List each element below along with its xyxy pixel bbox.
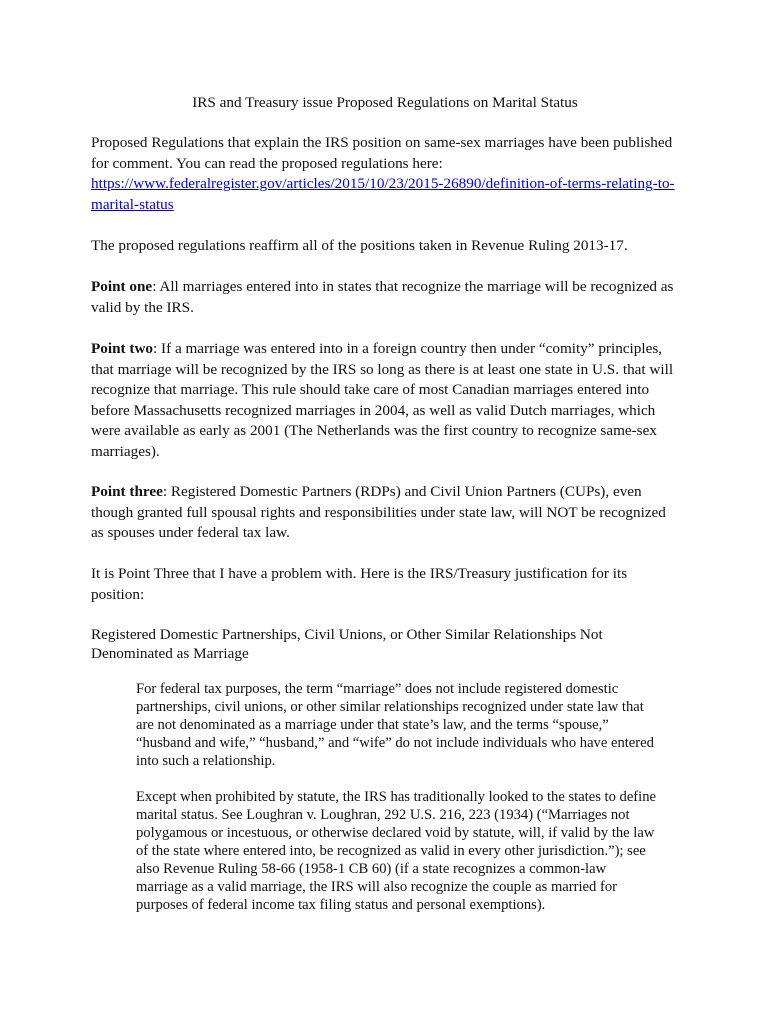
- point-one-paragraph: [91, 277, 691, 318]
- point-two-line: were available as early as 2001 (The Netherlands was the first country to recognize same-sex: [91, 422, 657, 440]
- intro-line: Proposed Regulations that explain the IRS position on same-sex marriages have been published: [91, 134, 673, 151]
- point-one-line: [91, 277, 691, 298]
- point-one-text: : All marriages entered into in states that recognize the marriage will be recognized as: [152, 278, 674, 295]
- point-two-paragraph: [91, 339, 691, 463]
- point-one-label: Point one: [91, 278, 153, 295]
- quote-line: marital status. See Loughran v. Loughran, 292 U.S. 216, 223 (1934) (“Marriages not: [136, 807, 630, 823]
- link-text: https://www.federalregister.gov/articles/2015/10/23/2015-26890/definition-of-terms-relating-to-: [91, 175, 675, 193]
- point-three-paragraph: [91, 482, 691, 544]
- quote-line: For federal tax purposes, the term “marriage” does not include registered domestic: [136, 681, 619, 697]
- quote-line: of the state where entered into, be recognized as valid in every other jurisdiction.”); see: [136, 843, 646, 859]
- point-three-line: as spouses under federal tax law.: [91, 524, 290, 542]
- quote-line: are not denominated as a marriage under that state’s law, and the terms “spouse,”: [136, 717, 609, 733]
- point-two-line: marriages).: [91, 442, 160, 460]
- link-text: marital-status: [91, 195, 174, 213]
- quote-line: marriage as a valid marriage, the IRS will also recognize the couple as married for: [136, 879, 617, 895]
- point-three-line: though granted full spousal rights and responsibilities under state law, will NOT be recognized: [91, 503, 666, 521]
- problem-paragraph: [91, 564, 691, 605]
- intro-paragraph: [91, 133, 691, 215]
- intro-line: for comment. You can read the proposed regulations here:: [91, 154, 443, 172]
- point-two-line: [91, 339, 691, 360]
- quote-line: purposes of federal income tax filing status and personal exemptions).: [136, 897, 546, 913]
- point-three-line: [91, 482, 691, 503]
- quote-line: “husband and wife,” “husband,” and “wife” do not include individuals who have entered: [136, 735, 654, 751]
- point-two-line: recognize that marriage. This rule should take care of most Canadian marriages entered into: [91, 381, 650, 399]
- point-two-line: before Massachusetts recognized marriages in 2004, as well as valid Dutch marriages, which: [91, 401, 656, 419]
- section-heading: [91, 625, 691, 663]
- point-two-text: : If a marriage was entered into in a foreign country then under “comity” principles,: [153, 340, 663, 357]
- section-heading-line: Registered Domestic Partnerships, Civil Unions, or Other Similar Relationships Not: [91, 626, 603, 643]
- quote-line: polygamous or incestuous, or otherwise declared void by statute, will, if valid by the law: [136, 825, 655, 841]
- quoted-paragraph-2: [136, 788, 696, 914]
- quote-line: into such a relationship.: [136, 753, 276, 769]
- quote-line: Except when prohibited by statute, the IRS has traditionally looked to the states to define: [136, 789, 656, 805]
- reaffirm-paragraph: [91, 236, 691, 257]
- page-title: IRS and Treasury issue Proposed Regulations on Marital Status: [192, 94, 578, 111]
- point-three-text: : Registered Domestic Partners (RDPs) and Civil Union Partners (CUPs), even: [162, 483, 642, 500]
- point-one-line: valid by the IRS.: [91, 298, 194, 316]
- quote-line: partnerships, civil unions, or other similar relationships recognized under state law that: [136, 699, 644, 715]
- section-heading-line: Denominated as Marriage: [91, 645, 249, 662]
- quoted-paragraph-1: [136, 680, 696, 770]
- point-two-line: that marriage will be recognized by the IRS so long as there is at least one state in U.S. that will: [91, 360, 674, 378]
- federal-register-link[interactable]: [91, 174, 691, 195]
- point-three-label: Point three: [91, 483, 163, 500]
- problem-line: It is Point Three that I have a problem with. Here is the IRS/Treasury justification for its: [91, 565, 628, 582]
- problem-line: position:: [91, 585, 145, 603]
- quote-line: also Revenue Ruling 58-66 (1958-1 CB 60) (if a state recognizes a common-law: [136, 861, 607, 877]
- reaffirm-text: The proposed regulations reaffirm all of the positions taken in Revenue Ruling 2013-17.: [91, 237, 628, 254]
- point-two-label: Point two: [91, 340, 154, 357]
- federal-register-link-continued[interactable]: [91, 195, 691, 216]
